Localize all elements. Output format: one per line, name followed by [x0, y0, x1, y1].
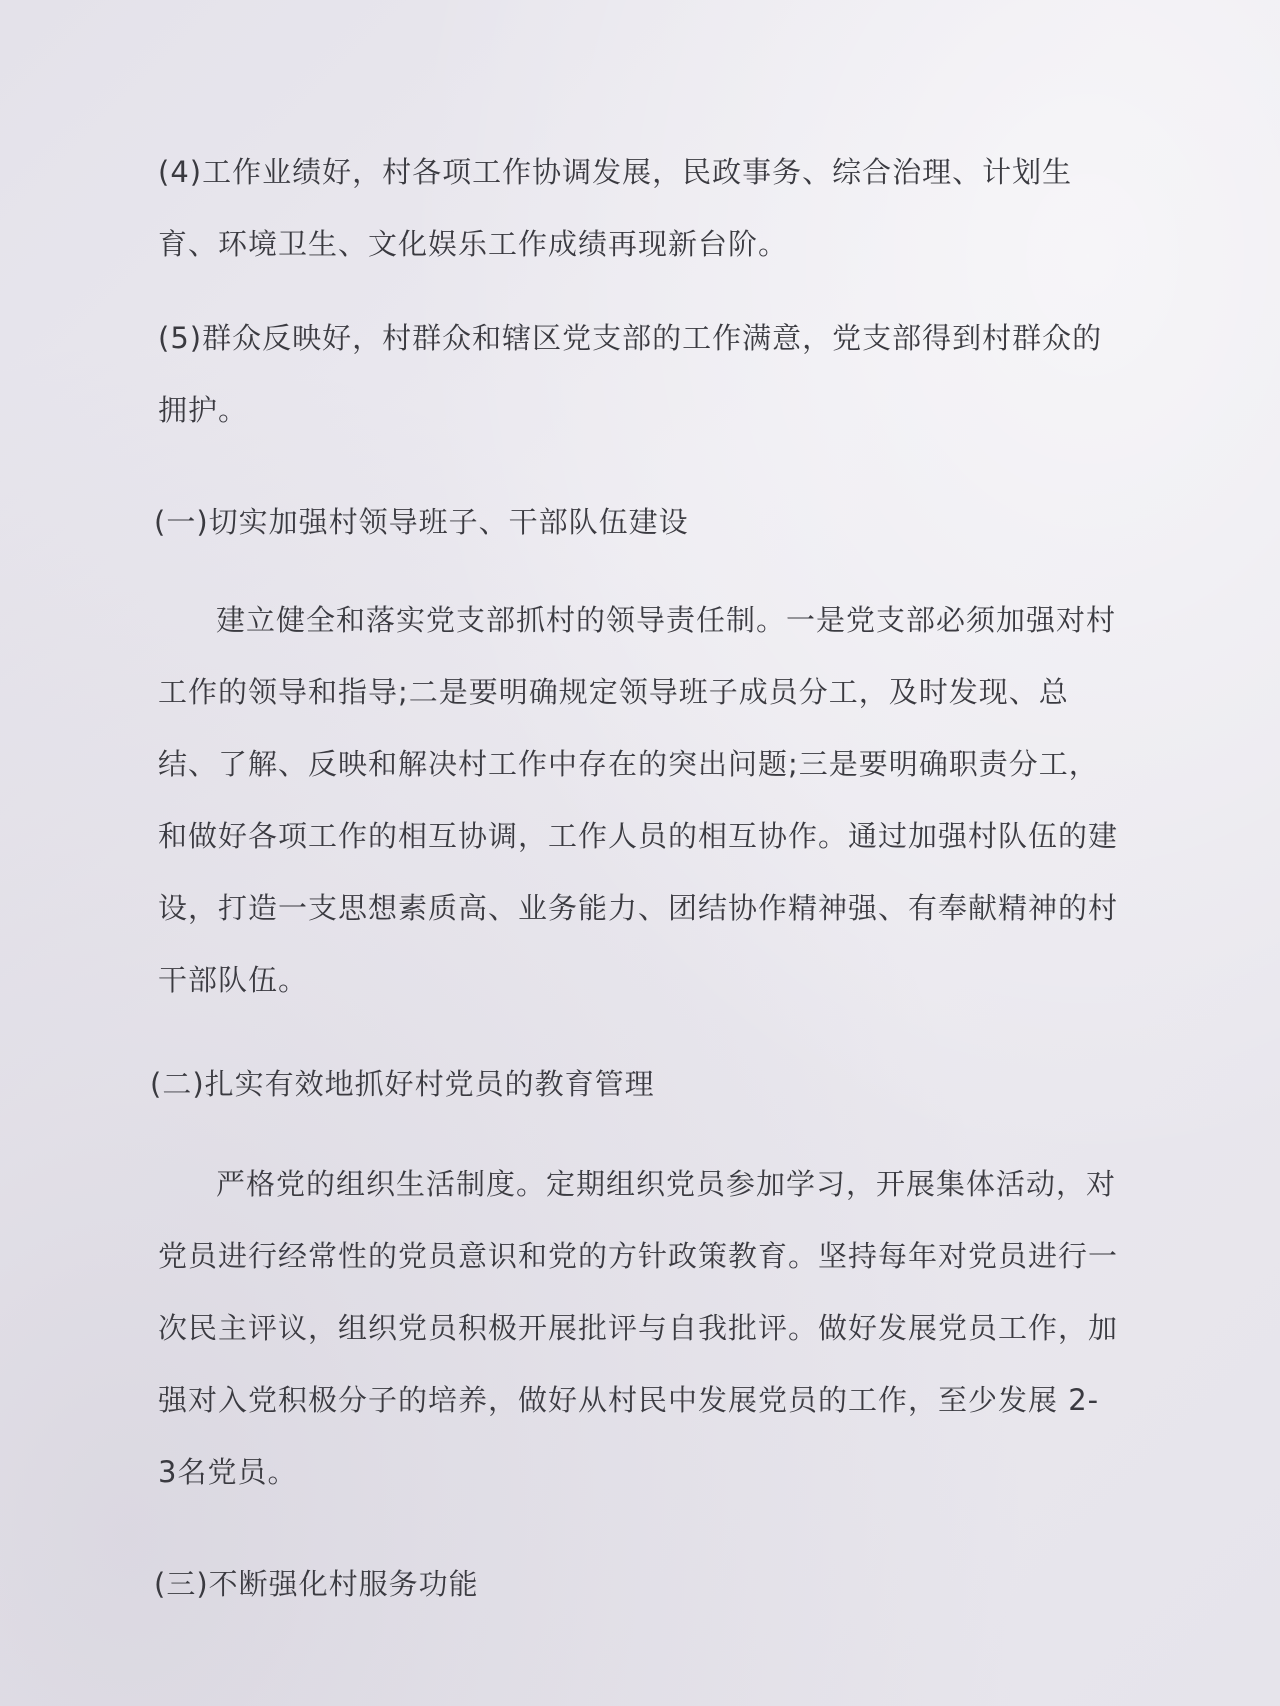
section-1-heading: (一)切实加强村领导班子、干部队伍建设: [154, 505, 689, 539]
section-2-body: 严格党的组织生活制度。定期组织党员参加学习，开展集体活动，对党员进行经常性的党员意识和党的方针政策教育。坚持每年对党员进行一次民主评议，组织党员积极开展批评与自我批评。做好发展党员工作，加强对入党积极分子的培养，做好从村民中发展党员的工作，至少发展 2-3名党员。: [158, 1167, 1119, 1489]
item-4-paragraph: (4)工作业绩好，村各项工作协调发展，民政事务、综合治理、计划生育、环境卫生、文化娱乐工作成绩再现新台阶。: [158, 155, 1073, 261]
item-5-paragraph: (5)群众反映好，村群众和辖区党支部的工作满意，党支部得到村群众的拥护。: [158, 321, 1103, 427]
section-2-heading: (二)扎实有效地抓好村党员的教育管理: [150, 1067, 655, 1101]
section-3-heading: (三)不断强化村服务功能: [154, 1567, 479, 1601]
section-1-body: 建立健全和落实党支部抓村的领导责任制。一是党支部必须加强对村工作的领导和指导;二是要明确规定领导班子成员分工，及时发现、总结、了解、反映和解决村工作中存在的突出问题;三是要明确职责分工，和做好各项工作的相互协调，工作人员的相互协作。通过加强村队伍的建设，打造一支思想素质高、业务能力、团结协作精神强、有奉献精神的村干部队伍。: [158, 603, 1119, 997]
